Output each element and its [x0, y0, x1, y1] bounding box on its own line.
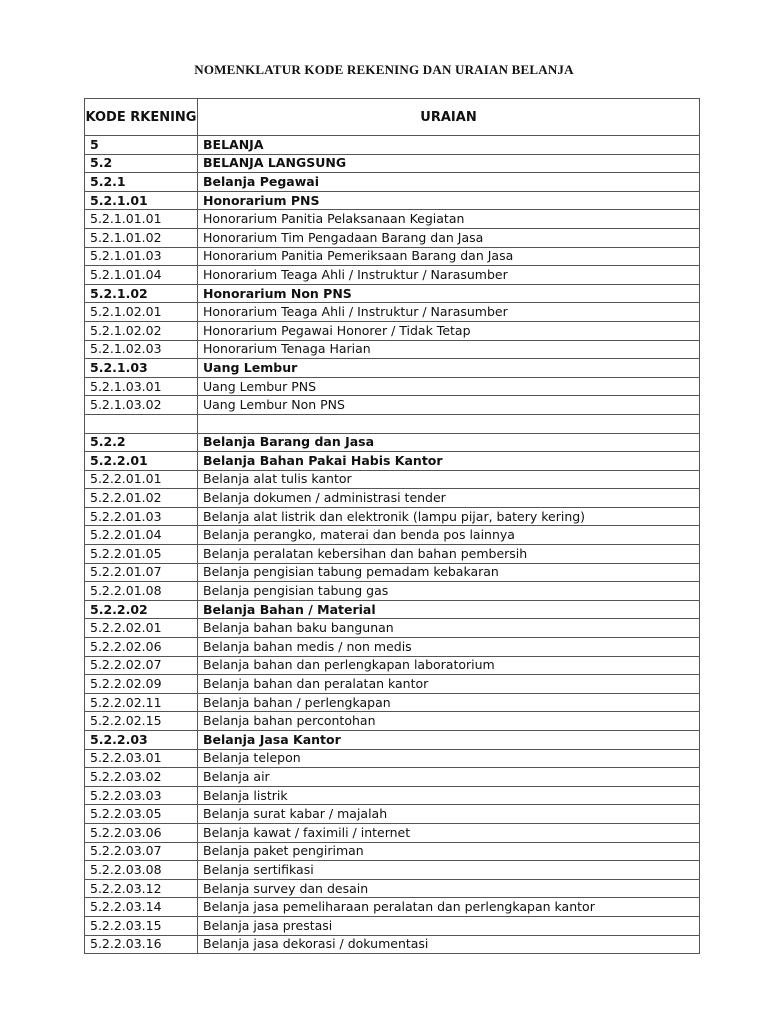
kode-rekening-cell: 5.2.2.02.09	[85, 675, 198, 694]
uraian-cell: Belanja bahan percontohan	[198, 712, 700, 731]
uraian-cell: Belanja dokumen / administrasi tender	[198, 489, 700, 508]
uraian-cell: Belanja sertifikasi	[198, 861, 700, 880]
table-row	[85, 136, 700, 155]
table-row	[85, 731, 700, 750]
kode-rekening-cell: 5.2.1.02.01	[85, 303, 198, 322]
kode-rekening-cell: 5.2.1.01.02	[85, 228, 198, 247]
table-row	[85, 284, 700, 303]
table-row	[85, 786, 700, 805]
kode-rekening-cell: 5.2.2.02.06	[85, 638, 198, 657]
uraian-cell	[198, 414, 700, 433]
table-row	[85, 805, 700, 824]
uraian-cell: Honorarium PNS	[198, 191, 700, 210]
table-row	[85, 861, 700, 880]
kode-rekening-cell: 5.2.2.02.11	[85, 693, 198, 712]
table-row	[85, 823, 700, 842]
table-row	[85, 619, 700, 638]
kode-rekening-cell: 5.2.1.01.01	[85, 210, 198, 229]
table-row	[85, 582, 700, 601]
table-row	[85, 452, 700, 471]
kode-rekening-cell: 5.2.2.03.05	[85, 805, 198, 824]
kode-rekening-cell: 5.2.1	[85, 173, 198, 192]
kode-rekening-cell: 5.2.2.03.07	[85, 842, 198, 861]
kode-rekening-cell: 5.2.2.01.04	[85, 526, 198, 545]
kode-rekening-cell: 5.2.2.03.15	[85, 916, 198, 935]
table-row	[85, 303, 700, 322]
kode-rekening-cell: 5.2.2.03.12	[85, 879, 198, 898]
kode-rekening-cell: 5.2.2.02.01	[85, 619, 198, 638]
table-row	[85, 359, 700, 378]
uraian-cell: Belanja jasa dekorasi / dokumentasi	[198, 935, 700, 954]
table-row	[85, 210, 700, 229]
kode-rekening-cell: 5.2.2.03.16	[85, 935, 198, 954]
uraian-cell: Uang Lembur Non PNS	[198, 396, 700, 415]
kode-rekening-cell: 5.2.2.03.02	[85, 768, 198, 787]
uraian-cell: Belanja bahan medis / non medis	[198, 638, 700, 657]
table-row	[85, 321, 700, 340]
table-header-row	[85, 99, 700, 136]
uraian-cell: Belanja kawat / faximili / internet	[198, 823, 700, 842]
table-row	[85, 247, 700, 266]
kode-rekening-cell: 5.2.2.01	[85, 452, 198, 471]
uraian-cell: Belanja alat listrik dan elektronik (lampu pijar, batery kering)	[198, 507, 700, 526]
uraian-cell: Belanja Bahan Pakai Habis Kantor	[198, 452, 700, 471]
table-row	[85, 675, 700, 694]
uraian-cell: Belanja survey dan desain	[198, 879, 700, 898]
kode-rekening-cell: 5.2.2.01.01	[85, 470, 198, 489]
kode-rekening-cell: 5.2.2	[85, 433, 198, 452]
table-row	[85, 916, 700, 935]
table-row	[85, 563, 700, 582]
uraian-cell: Belanja bahan dan peralatan kantor	[198, 675, 700, 694]
uraian-cell: BELANJA LANGSUNG	[198, 154, 700, 173]
uraian-cell: Uang Lembur PNS	[198, 377, 700, 396]
uraian-cell: Belanja perangko, materai dan benda pos lainnya	[198, 526, 700, 545]
kode-rekening-cell: 5.2.2.02	[85, 600, 198, 619]
kode-rekening-cell: 5.2.1.02.03	[85, 340, 198, 359]
table-row	[85, 842, 700, 861]
header-kode-rekening: KODE RKENING	[85, 99, 198, 136]
table-row	[85, 656, 700, 675]
table-row	[85, 228, 700, 247]
kode-rekening-cell: 5.2.1.03	[85, 359, 198, 378]
uraian-cell: Belanja surat kabar / majalah	[198, 805, 700, 824]
table-row	[85, 600, 700, 619]
kode-rekening-cell: 5.2.1.03.02	[85, 396, 198, 415]
kode-rekening-cell: 5.2.2.03.08	[85, 861, 198, 880]
table-row	[85, 154, 700, 173]
uraian-cell: Belanja jasa pemeliharaan peralatan dan perlengkapan kantor	[198, 898, 700, 917]
table-row	[85, 173, 700, 192]
kode-rekening-cell: 5.2.2.01.03	[85, 507, 198, 526]
uraian-cell: Honorarium Tim Pengadaan Barang dan Jasa	[198, 228, 700, 247]
kode-rekening-cell: 5.2.2.03.01	[85, 749, 198, 768]
kode-rekening-cell: 5.2.2.01.08	[85, 582, 198, 601]
uraian-cell: Belanja bahan dan perlengkapan laboratorium	[198, 656, 700, 675]
uraian-cell: Belanja jasa prestasi	[198, 916, 700, 935]
kode-rekening-cell: 5.2	[85, 154, 198, 173]
kode-rekening-cell: 5.2.1.03.01	[85, 377, 198, 396]
table-row	[85, 712, 700, 731]
kode-rekening-cell: 5.2.2.03.14	[85, 898, 198, 917]
table-row	[85, 526, 700, 545]
table-row	[85, 879, 700, 898]
table-body	[85, 136, 700, 954]
account-code-table	[84, 98, 700, 954]
uraian-cell: Honorarium Panitia Pemeriksaan Barang dan Jasa	[198, 247, 700, 266]
kode-rekening-cell: 5.2.1.02.02	[85, 321, 198, 340]
kode-rekening-cell: 5.2.1.01	[85, 191, 198, 210]
uraian-cell: Belanja Barang dan Jasa	[198, 433, 700, 452]
table-row	[85, 414, 700, 433]
uraian-cell: Honorarium Tenaga Harian	[198, 340, 700, 359]
uraian-cell: Belanja Pegawai	[198, 173, 700, 192]
table-row	[85, 898, 700, 917]
uraian-cell: Belanja bahan / perlengkapan	[198, 693, 700, 712]
uraian-cell: Honorarium Pegawai Honorer / Tidak Tetap	[198, 321, 700, 340]
table-row	[85, 489, 700, 508]
header-uraian: URAIAN	[198, 99, 700, 136]
uraian-cell: Uang Lembur	[198, 359, 700, 378]
table-row	[85, 470, 700, 489]
kode-rekening-cell: 5.2.2.01.05	[85, 545, 198, 564]
uraian-cell: Honorarium Teaga Ahli / Instruktur / Narasumber	[198, 303, 700, 322]
kode-rekening-cell: 5.2.2.03	[85, 731, 198, 750]
table-row	[85, 768, 700, 787]
table-row	[85, 507, 700, 526]
uraian-cell: Honorarium Teaga Ahli / Instruktur / Narasumber	[198, 266, 700, 285]
table-row	[85, 340, 700, 359]
kode-rekening-cell: 5.2.2.01.02	[85, 489, 198, 508]
table-row	[85, 266, 700, 285]
table-row	[85, 377, 700, 396]
table-row	[85, 433, 700, 452]
uraian-cell: Belanja alat tulis kantor	[198, 470, 700, 489]
table-row	[85, 191, 700, 210]
table-row	[85, 638, 700, 657]
uraian-cell: Belanja Bahan / Material	[198, 600, 700, 619]
uraian-cell: Belanja air	[198, 768, 700, 787]
kode-rekening-cell: 5.2.1.02	[85, 284, 198, 303]
uraian-cell: Belanja bahan baku bangunan	[198, 619, 700, 638]
uraian-cell: Belanja paket pengiriman	[198, 842, 700, 861]
table-row	[85, 935, 700, 954]
kode-rekening-cell: 5.2.1.01.04	[85, 266, 198, 285]
kode-rekening-cell: 5.2.2.02.15	[85, 712, 198, 731]
uraian-cell: Honorarium Non PNS	[198, 284, 700, 303]
table-row	[85, 545, 700, 564]
kode-rekening-cell: 5.2.1.01.03	[85, 247, 198, 266]
table-row	[85, 693, 700, 712]
uraian-cell: Belanja telepon	[198, 749, 700, 768]
table-row	[85, 396, 700, 415]
uraian-cell: Honorarium Panitia Pelaksanaan Kegiatan	[198, 210, 700, 229]
kode-rekening-cell: 5	[85, 136, 198, 155]
uraian-cell: Belanja pengisian tabung pemadam kebakaran	[198, 563, 700, 582]
uraian-cell: Belanja listrik	[198, 786, 700, 805]
document-title: NOMENKLATUR KODE REKENING DAN URAIAN BELANJA	[194, 62, 574, 77]
kode-rekening-cell	[85, 414, 198, 433]
uraian-cell: Belanja Jasa Kantor	[198, 731, 700, 750]
kode-rekening-cell: 5.2.2.03.03	[85, 786, 198, 805]
uraian-cell: BELANJA	[198, 136, 700, 155]
uraian-cell: Belanja pengisian tabung gas	[198, 582, 700, 601]
table-row	[85, 749, 700, 768]
kode-rekening-cell: 5.2.2.01.07	[85, 563, 198, 582]
kode-rekening-cell: 5.2.2.02.07	[85, 656, 198, 675]
kode-rekening-cell: 5.2.2.03.06	[85, 823, 198, 842]
uraian-cell: Belanja peralatan kebersihan dan bahan pembersih	[198, 545, 700, 564]
